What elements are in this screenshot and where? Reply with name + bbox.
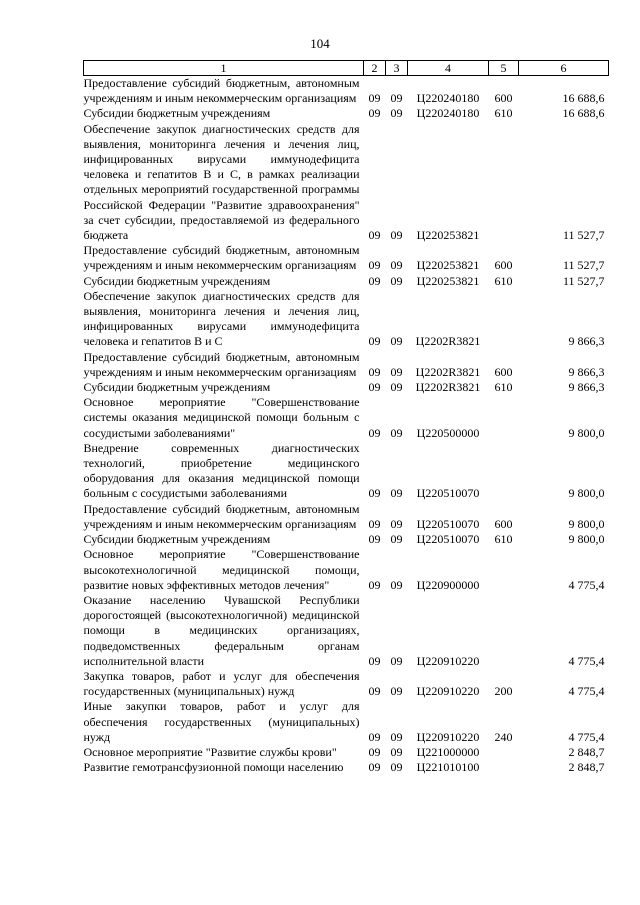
row-name: Субсидии бюджетным учреждениям xyxy=(83,532,271,547)
row-expense-type: 610 xyxy=(494,380,513,395)
row-section: 09 xyxy=(368,684,381,699)
row-target-article: Ц2202R3821 xyxy=(415,380,481,395)
header-col-4: 4 xyxy=(408,61,489,76)
row-target-article: Ц220510070 xyxy=(416,486,480,501)
table-row xyxy=(84,350,609,380)
row-target-article: Ц220240180 xyxy=(416,106,480,121)
row-subsection: 09 xyxy=(390,364,403,379)
row-section: 09 xyxy=(368,744,381,759)
table-row xyxy=(84,76,609,107)
row-target-article: Ц220510070 xyxy=(416,516,480,531)
table-row xyxy=(84,274,609,289)
row-expense-type: 610 xyxy=(494,532,513,547)
row-section: 09 xyxy=(368,228,381,243)
row-target-article: Ц221010100 xyxy=(416,760,480,775)
row-name: Оказание населению Чувашской Республики дорогостоящей (высокотехнологичной) медицинской помощи в медицинских организациях, подведомственных федеральным органам исполнительной власти xyxy=(83,592,360,668)
table-row xyxy=(84,745,609,760)
row-amount: 11 527,7 xyxy=(562,273,605,288)
row-amount: 9 866,3 xyxy=(568,380,605,395)
table-row xyxy=(84,395,609,441)
row-name: Предоставление субсидий бюджетным, автономным учреждениям и иным некоммерческим организациям xyxy=(83,349,360,379)
page-number: 104 xyxy=(310,36,330,51)
header-col-6: 6 xyxy=(519,61,609,76)
row-section: 09 xyxy=(368,760,381,775)
row-amount: 16 688,6 xyxy=(562,91,605,106)
table-row xyxy=(84,593,609,669)
row-section: 09 xyxy=(368,334,381,349)
row-subsection: 09 xyxy=(390,516,403,531)
row-name: Субсидии бюджетным учреждениям xyxy=(83,380,271,395)
table-row xyxy=(84,669,609,699)
row-target-article: Ц2202R3821 xyxy=(415,364,481,379)
row-target-article: Ц220910220 xyxy=(416,729,480,744)
row-name: Субсидии бюджетным учреждениям xyxy=(83,106,271,121)
row-subsection: 09 xyxy=(390,258,403,273)
table-row xyxy=(84,243,609,273)
row-amount: 9 800,0 xyxy=(568,532,605,547)
row-amount: 9 866,3 xyxy=(568,334,605,349)
row-section: 09 xyxy=(368,486,381,501)
row-expense-type: 610 xyxy=(494,273,513,288)
row-expense-type: 600 xyxy=(494,91,513,106)
row-target-article: Ц220253821 xyxy=(416,228,480,243)
header-col-1: 1 xyxy=(84,61,364,76)
row-expense-type: 600 xyxy=(494,258,513,273)
row-amount: 2 848,7 xyxy=(568,760,605,775)
table-row xyxy=(84,106,609,121)
row-name: Предоставление субсидий бюджетным, автономным учреждениям и иным некоммерческим организациям xyxy=(83,243,360,273)
row-expense-type xyxy=(489,547,519,593)
row-name: Обеспечение закупок диагностических средств для выявления, мониторинга лечения и лечения лиц, инфицированных вирусами иммунодефицита человека и гепатитов В и С, в рамках реализации отдельных мероприятий государственной программы Российской Федерации "Развитие здравоохранения" за счет субсидии, предоставляемой из федерального бюджета xyxy=(83,121,360,243)
row-name: Обеспечение закупок диагностических средств для выявления, мониторинга лечения и лечения лиц, инфицированных вирусами иммунодефицита человека и гепатитов В и С xyxy=(83,288,360,349)
row-subsection: 09 xyxy=(390,729,403,744)
row-expense-type: 240 xyxy=(494,729,513,744)
row-target-article: Ц220510070 xyxy=(416,532,480,547)
row-target-article: Ц220910220 xyxy=(416,684,480,699)
row-section: 09 xyxy=(368,532,381,547)
row-amount: 11 527,7 xyxy=(562,258,605,273)
row-amount: 2 848,7 xyxy=(568,744,605,759)
row-amount: 4 775,4 xyxy=(568,653,605,668)
row-section: 09 xyxy=(368,364,381,379)
row-expense-type xyxy=(489,289,519,350)
table-row xyxy=(84,532,609,547)
row-target-article: Ц220910220 xyxy=(416,653,480,668)
row-amount: 4 775,4 xyxy=(568,684,605,699)
table-row xyxy=(84,441,609,502)
row-subsection: 09 xyxy=(390,273,403,288)
row-expense-type xyxy=(489,122,519,244)
table-row xyxy=(84,699,609,745)
header-col-3: 3 xyxy=(386,61,408,76)
row-amount: 9 800,0 xyxy=(568,516,605,531)
table-row xyxy=(84,547,609,593)
row-name: Основное мероприятие "Развитие службы крови" xyxy=(83,744,337,759)
row-section: 09 xyxy=(368,380,381,395)
row-target-article: Ц220240180 xyxy=(416,91,480,106)
table-row xyxy=(84,760,609,775)
row-expense-type xyxy=(489,395,519,441)
row-subsection: 09 xyxy=(390,91,403,106)
row-name: Предоставление субсидий бюджетным, автономным учреждениям и иным некоммерческим организациям xyxy=(83,501,360,531)
row-subsection: 09 xyxy=(390,486,403,501)
row-name: Развитие гемотрансфузионной помощи населению xyxy=(83,760,344,775)
row-amount: 11 527,7 xyxy=(562,228,605,243)
row-section: 09 xyxy=(368,729,381,744)
row-subsection: 09 xyxy=(390,228,403,243)
row-target-article: Ц220900000 xyxy=(416,577,480,592)
row-section: 09 xyxy=(368,577,381,592)
row-expense-type xyxy=(489,593,519,669)
table-row xyxy=(84,502,609,532)
row-name: Иные закупки товаров, работ и услуг для обеспечения государственных (муниципальных) нужд xyxy=(83,699,360,744)
row-expense-type xyxy=(489,441,519,502)
row-name: Основное мероприятие "Совершенствование системы оказания медицинской помощи больным с сосудистыми заболеваниями" xyxy=(83,395,360,440)
table-row xyxy=(84,122,609,244)
row-subsection: 09 xyxy=(390,760,403,775)
row-expense-type: 200 xyxy=(494,684,513,699)
budget-table xyxy=(83,60,609,775)
row-expense-type: 600 xyxy=(494,364,513,379)
row-subsection: 09 xyxy=(390,744,403,759)
row-subsection: 09 xyxy=(390,532,403,547)
row-target-article: Ц220500000 xyxy=(416,425,480,440)
row-expense-type xyxy=(489,745,519,760)
row-target-article: Ц220253821 xyxy=(416,273,480,288)
row-section: 09 xyxy=(368,106,381,121)
row-name: Предоставление субсидий бюджетным, автономным учреждениям и иным некоммерческим организациям xyxy=(83,76,360,106)
row-section: 09 xyxy=(368,258,381,273)
row-amount: 9 800,0 xyxy=(568,425,605,440)
row-name: Субсидии бюджетным учреждениям xyxy=(83,273,271,288)
header-col-2: 2 xyxy=(364,61,386,76)
header-row xyxy=(84,61,609,76)
row-subsection: 09 xyxy=(390,653,403,668)
row-subsection: 09 xyxy=(390,334,403,349)
row-amount: 9 866,3 xyxy=(568,364,605,379)
row-amount: 16 688,6 xyxy=(562,106,605,121)
row-name: Закупка товаров, работ и услуг для обеспечения государственных (муниципальных) нужд xyxy=(83,668,360,699)
row-amount: 4 775,4 xyxy=(568,577,605,592)
row-name: Основное мероприятие "Совершенствование высокотехнологичной медицинской помощи, развитие новых эффективных методов лечения" xyxy=(83,547,360,592)
row-amount: 4 775,4 xyxy=(568,729,605,744)
row-section: 09 xyxy=(368,425,381,440)
row-name: Внедрение современных диагностических технологий, приобретение медицинского оборудования для оказания медицинской помощи больным с сосудистыми заболеваниями xyxy=(83,440,360,501)
table-row xyxy=(84,380,609,395)
row-subsection: 09 xyxy=(390,577,403,592)
table-row xyxy=(84,289,609,350)
table-header xyxy=(84,61,609,76)
row-target-article: Ц2202R3821 xyxy=(415,334,481,349)
row-subsection: 09 xyxy=(390,380,403,395)
row-section: 09 xyxy=(368,653,381,668)
row-target-article: Ц221000000 xyxy=(416,744,480,759)
row-expense-type: 600 xyxy=(494,516,513,531)
row-section: 09 xyxy=(368,273,381,288)
row-expense-type xyxy=(489,760,519,775)
row-section: 09 xyxy=(368,516,381,531)
row-subsection: 09 xyxy=(390,684,403,699)
row-section: 09 xyxy=(368,91,381,106)
row-expense-type: 610 xyxy=(494,106,513,121)
row-subsection: 09 xyxy=(390,106,403,121)
row-subsection: 09 xyxy=(390,425,403,440)
row-amount: 9 800,0 xyxy=(568,486,605,501)
header-col-5: 5 xyxy=(489,61,519,76)
table-body xyxy=(84,76,609,776)
row-target-article: Ц220253821 xyxy=(416,258,480,273)
